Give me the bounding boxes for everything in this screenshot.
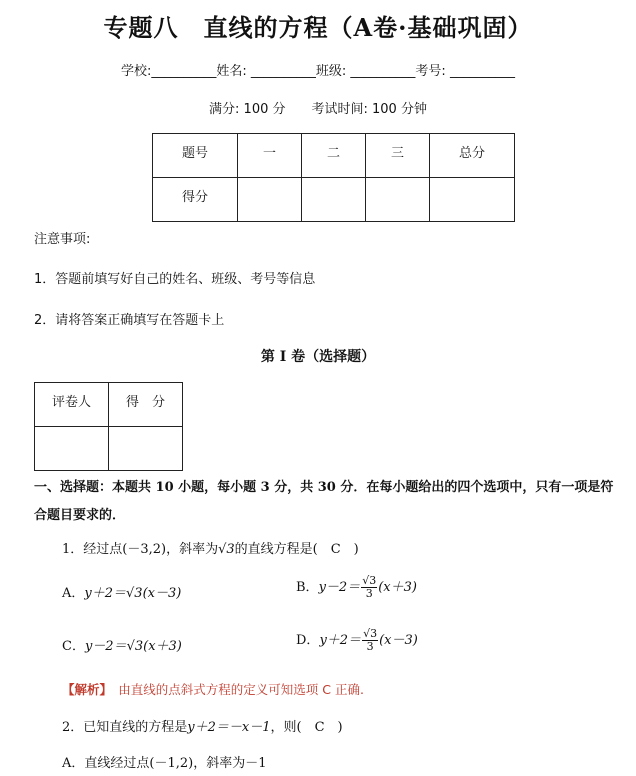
math-expression: y＋2＝－x－1	[187, 720, 271, 735]
table-header-cell: 一	[238, 134, 302, 178]
math-expression: √3	[218, 542, 235, 557]
table-header-cell: 三	[366, 134, 430, 178]
grader-table	[34, 382, 183, 471]
grader-cell	[35, 427, 109, 471]
fraction	[362, 628, 378, 653]
table-header-cell: 得 分	[109, 383, 183, 427]
fraction	[361, 575, 377, 600]
question-2-option-a: A．直线经过点(－1,2)，斜率为－1	[62, 756, 267, 771]
score-table	[152, 133, 515, 222]
score-cell	[302, 178, 366, 222]
fraction-denominator: 3	[365, 587, 373, 600]
score-time-line: 满分: 100 分 考试时间: 100 分钟	[209, 102, 427, 117]
option-label: B．	[296, 580, 319, 595]
table-header-cell: 总分	[430, 134, 515, 178]
score-cell	[366, 178, 430, 222]
fraction-denominator: 3	[366, 640, 374, 653]
option-label: C．	[62, 639, 85, 654]
question-text: 1．经过点(－3,2)，斜率为	[62, 542, 219, 557]
table-row	[153, 178, 515, 222]
question-text: 的直线方程是( C )	[234, 542, 359, 557]
table-row	[35, 383, 183, 427]
question-1-option-b	[296, 575, 417, 600]
option-label: A．	[62, 586, 85, 601]
table-row	[35, 427, 183, 471]
math-expression: (x－3)	[379, 633, 418, 648]
page-title: 专题八 直线的方程（A卷·基础巩固）	[103, 13, 533, 42]
analysis-tag: 【解析】	[62, 682, 106, 697]
answer-analysis	[62, 680, 364, 698]
question-1-option-a	[62, 582, 181, 601]
table-row-label: 得分	[153, 178, 238, 222]
math-expression: √3(x＋3)	[126, 639, 182, 654]
question-2-stem	[62, 716, 343, 735]
math-expression: (x＋3)	[378, 580, 417, 595]
math-expression: y＋2＝	[319, 633, 362, 648]
notice-item: 1．答题前填写好自己的姓名、班级、考号等信息	[34, 272, 316, 287]
table-header-cell: 二	[302, 134, 366, 178]
math-expression: y－2＝	[318, 580, 361, 595]
notice-title: 注意事项:	[34, 232, 91, 247]
math-expression: y＋2＝	[84, 586, 127, 601]
fraction-numerator: √3	[363, 627, 378, 640]
score-cell	[109, 427, 183, 471]
question-1-option-d	[296, 628, 418, 653]
notice-item: 2．请将答案正确填写在答题卡上	[34, 313, 225, 328]
question-1-option-c	[62, 635, 182, 654]
question-1-stem	[62, 538, 359, 557]
table-row	[153, 134, 515, 178]
student-info-line: 学校:__________姓名: __________班级: __________考号: __________	[121, 64, 515, 79]
fraction-numerator: √3	[362, 574, 377, 587]
math-expression: y－2＝	[84, 639, 127, 654]
question-text: ，则( C )	[270, 720, 343, 735]
question-text: 2．已知直线的方程是	[62, 720, 188, 735]
section-title: 第 I 卷（选择题）	[260, 349, 376, 365]
option-label: D．	[296, 633, 320, 648]
table-header-cell: 题号	[153, 134, 238, 178]
table-header-cell: 评卷人	[35, 383, 109, 427]
section-instructions: 一、选择题：本题共 10 小题，每小题 3 分，共 30 分．在每小题给出的四个选项中，只有一项是符合题目要求的．	[34, 480, 614, 523]
analysis-text: 由直线的点斜式方程的定义可知选项 C 正确.	[105, 682, 364, 697]
score-cell	[430, 178, 515, 222]
math-expression: √3(x－3)	[126, 586, 182, 601]
score-cell	[238, 178, 302, 222]
